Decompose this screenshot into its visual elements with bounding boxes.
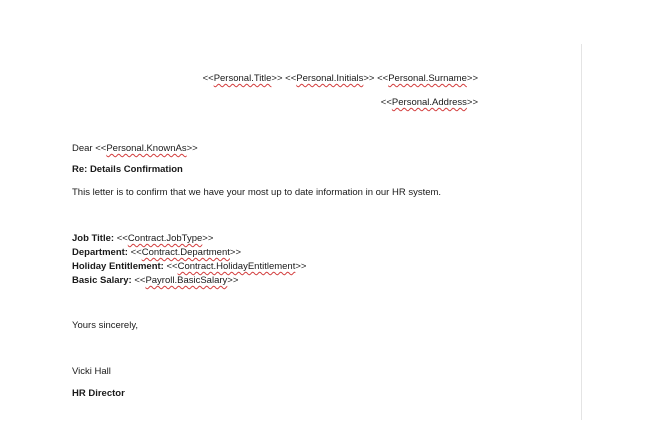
- merge-field-address: Personal.Address: [391, 97, 467, 108]
- merge-field-department: Contract.Department: [141, 247, 230, 258]
- detail-row-job-title: [72, 233, 213, 245]
- merge-field-holiday-entitlement: Contract.HolidayEntitlement: [177, 261, 296, 272]
- salutation-suffix: >>: [186, 143, 198, 154]
- merge-close: >>: [466, 97, 478, 108]
- recipient-address-line: [381, 97, 478, 109]
- merge-open: <<: [380, 97, 392, 108]
- merge-open: <<: [114, 233, 128, 244]
- detail-label: Basic Salary:: [72, 275, 132, 286]
- merge-open: <<: [163, 261, 178, 272]
- detail-label: Department:: [72, 247, 128, 258]
- merge-open: <<: [202, 73, 214, 84]
- merge-open: <<: [282, 73, 297, 84]
- merge-close: >>: [363, 73, 375, 84]
- merge-field-title: Personal.Title: [213, 73, 272, 84]
- merge-open: <<: [131, 275, 146, 286]
- body-paragraph: This letter is to confirm that we have your most up to date information in our HR system.: [72, 187, 442, 198]
- merge-close: >>: [295, 261, 307, 272]
- signatory-role: HR Director: [72, 388, 125, 399]
- salutation: [72, 143, 198, 155]
- detail-label: Job Title:: [72, 233, 115, 244]
- signatory-name: Vicki Hall: [72, 366, 111, 377]
- page-edge-divider: [581, 44, 582, 420]
- merge-close: >>: [229, 247, 241, 258]
- detail-label: Holiday Entitlement:: [72, 261, 164, 272]
- recipient-name-line: [203, 73, 478, 85]
- subject-line: Re: Details Confirmation: [72, 164, 183, 175]
- merge-field-known-as: Personal.KnownAs: [106, 143, 187, 154]
- merge-open: <<: [374, 73, 389, 84]
- merge-open: <<: [127, 247, 142, 258]
- merge-close: >>: [227, 275, 239, 286]
- merge-field-surname: Personal.Surname: [388, 73, 467, 84]
- merge-field-job-type: Contract.JobType: [127, 233, 203, 244]
- merge-close: >>: [271, 73, 283, 84]
- detail-row-basic-salary: [72, 275, 238, 287]
- detail-row-department: [72, 247, 241, 259]
- merge-close: >>: [202, 233, 214, 244]
- merge-close: >>: [466, 73, 478, 84]
- merge-field-basic-salary: Payroll.BasicSalary: [145, 275, 228, 286]
- salutation-prefix: Dear <<: [72, 143, 107, 154]
- merge-field-initials: Personal.Initials: [296, 73, 364, 84]
- detail-row-holiday-entitlement: [72, 261, 306, 273]
- closing-line: Yours sincerely,: [72, 320, 139, 331]
